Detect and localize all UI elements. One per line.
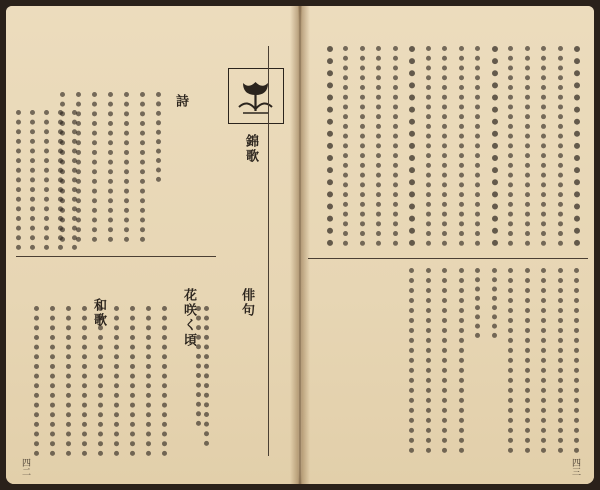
right-page-section-divider: [308, 258, 588, 259]
shi-poem-column: [124, 92, 129, 242]
hanasaku-column: [114, 306, 119, 456]
right-page-text-column: [492, 46, 498, 246]
hanasaku-column: [98, 306, 103, 456]
hanasaku-column: [50, 306, 55, 456]
waka-column: [44, 110, 49, 250]
left-page-folio: 四二: [20, 458, 30, 476]
book-gutter: [290, 6, 310, 484]
haiku-column: [196, 306, 201, 426]
right-page-text-column: [508, 46, 513, 246]
section-title-rokkyu: 錦歌: [243, 134, 258, 164]
hanasaku-column: [34, 306, 39, 456]
shi-poem-column: [140, 92, 145, 242]
right-page-text-column: [459, 46, 464, 246]
waka-column: [30, 110, 35, 250]
hanasaku-column: [162, 306, 167, 456]
right-page-text-column: [541, 46, 546, 246]
shi-poem-column: [108, 92, 113, 242]
right-page-text-column: [426, 46, 431, 246]
right-page-text-column: [459, 268, 464, 453]
left-page-section-divider: [16, 256, 216, 257]
right-page-text-column: [409, 268, 414, 453]
right-page-text-column: [541, 268, 546, 453]
right-page-text-column: [558, 46, 563, 246]
section-title-hanasaku: 花咲く頃: [181, 288, 196, 348]
section-title-waka: 和歌: [91, 298, 106, 328]
shi-poem-column: [156, 92, 161, 182]
right-page-folio: 四三: [570, 458, 580, 476]
left-page: [6, 6, 298, 484]
section-title-shi: 詩: [173, 94, 188, 109]
right-page-text-column: [475, 268, 480, 338]
tulip-ornament-icon-graphic: [229, 69, 282, 122]
right-page-text-column: [525, 268, 530, 453]
left-page-margin-rule: [268, 46, 269, 456]
right-page-text-column: [525, 46, 530, 246]
right-page-text-column: [475, 46, 480, 246]
right-page-text-column: [409, 46, 415, 246]
haiku-column: [204, 306, 209, 446]
right-page-text-column: [574, 46, 580, 246]
shi-poem-column: [92, 92, 97, 242]
hanasaku-column: [66, 306, 71, 456]
tulip-ornament-icon: [228, 68, 284, 124]
right-page-text-column: [360, 46, 365, 246]
waka-column: [58, 110, 63, 250]
right-page-text-column: [574, 268, 579, 453]
right-page-text-column: [508, 268, 513, 453]
right-page-text-column: [426, 268, 431, 453]
waka-column: [72, 110, 77, 250]
section-title-haiku: 俳句: [239, 288, 254, 318]
hanasaku-column: [130, 306, 135, 456]
right-page-text-column: [376, 46, 381, 246]
right-page-text-column: [343, 46, 348, 246]
right-page-text-column: [327, 46, 333, 246]
hanasaku-column: [146, 306, 151, 456]
right-page-text-column: [393, 46, 398, 246]
right-page-text-column: [442, 268, 447, 453]
hanasaku-column: [82, 306, 87, 456]
right-page: [302, 6, 594, 484]
right-page-text-column: [442, 46, 447, 246]
right-page-text-column: [492, 268, 497, 338]
book-spread: [6, 6, 594, 484]
right-page-text-column: [558, 268, 563, 453]
waka-column: [16, 110, 21, 250]
